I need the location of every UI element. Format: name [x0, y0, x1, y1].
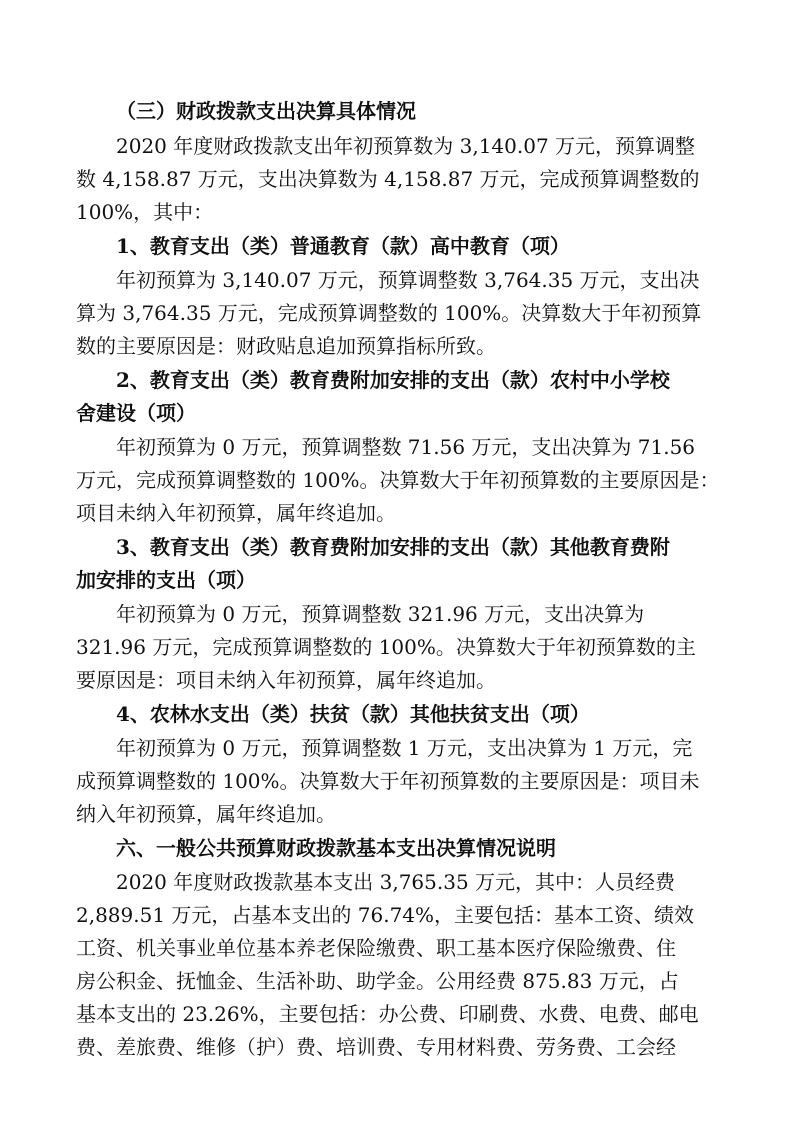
- section6-body-line-5: 基本支出的 23.26%，主要包括：办公费、印刷费、水费、电费、邮电: [76, 1002, 699, 1026]
- section3-summary-line-3: 100%，其中：: [76, 200, 214, 224]
- item1-body-line-1: 年初预算为 3,140.07 万元，预算调整数 3,764.35 万元，支出决: [116, 268, 700, 292]
- item4-body-line-2: 成预算调整数的 100%。决算数大于年初预算数的主要原因是：项目未: [76, 769, 700, 793]
- item3-body-line-1: 年初预算为 0 万元，预算调整数 321.96 万元，支出决算为: [116, 602, 645, 626]
- item4-body-line-3: 纳入年初预算，属年终追加。: [76, 802, 336, 826]
- section6-body-line-1: 2020 年度财政拨款基本支出 3,765.35 万元，其中：人员经费: [116, 870, 676, 894]
- item1-body-line-3: 数的主要原因是：财政贴息追加预算指标所致。: [76, 334, 496, 358]
- item3-heading-line-1: 3、教育支出（类）教育费附加安排的支出（款）其他教育费附: [116, 535, 670, 559]
- item1-heading: 1、教育支出（类）普通教育（款）高中教育（项）: [116, 234, 570, 258]
- section6-heading: 六、一般公共预算财政拨款基本支出决算情况说明: [116, 836, 556, 860]
- item2-body-line-2: 万元，完成预算调整数的 100%。决算数大于年初预算数的主要原因是：: [76, 468, 720, 492]
- item2-heading-line-1: 2、教育支出（类）教育费附加安排的支出（款）农村中小学校: [116, 368, 670, 392]
- section3-summary-line-1: 2020 年度财政拨款支出年初预算数为 3,140.07 万元，预算调整: [116, 134, 696, 158]
- item4-heading: 4、农林水支出（类）扶贫（款）其他扶贫支出（项）: [116, 702, 590, 726]
- item2-heading-line-2: 舍建设（项）: [76, 401, 196, 425]
- item3-body-line-3: 要原因是：项目未纳入年初预算，属年终追加。: [76, 668, 496, 692]
- section6-body-line-2: 2,889.51 万元，占基本支出的 76.74%，主要包括：基本工资、绩效: [76, 903, 695, 927]
- section6-body-line-3: 工资、机关事业单位基本养老保险缴费、职工基本医疗保险缴费、住: [76, 936, 676, 960]
- section3-summary-line-2: 数 4,158.87 万元，支出决算数为 4,158.87 万元，完成预算调整数的: [76, 167, 700, 191]
- section3-heading: （三）财政拨款支出决算具体情况: [116, 99, 416, 123]
- section6-body-line-6: 费、差旅费、维修（护）费、培训费、专用材料费、劳务费、工会经: [76, 1035, 676, 1059]
- item2-body-line-3: 项目未纳入年初预算，属年终追加。: [76, 501, 396, 525]
- item3-body-line-2: 321.96 万元，完成预算调整数的 100%。决算数大于年初预算数的主: [76, 635, 696, 659]
- item4-body-line-1: 年初预算为 0 万元，预算调整数 1 万元，支出决算为 1 万元，完: [116, 736, 693, 760]
- item2-body-line-1: 年初预算为 0 万元，预算调整数 71.56 万元，支出决算为 71.56: [116, 435, 696, 459]
- item3-heading-line-2: 加安排的支出（项）: [76, 568, 256, 592]
- section6-body-line-4: 房公积金、抚恤金、生活补助、助学金。公用经费 875.83 万元，占: [76, 969, 679, 993]
- item1-body-line-2: 算为 3,764.35 万元，完成预算调整数的 100%。决算数大于年初预算: [76, 301, 702, 325]
